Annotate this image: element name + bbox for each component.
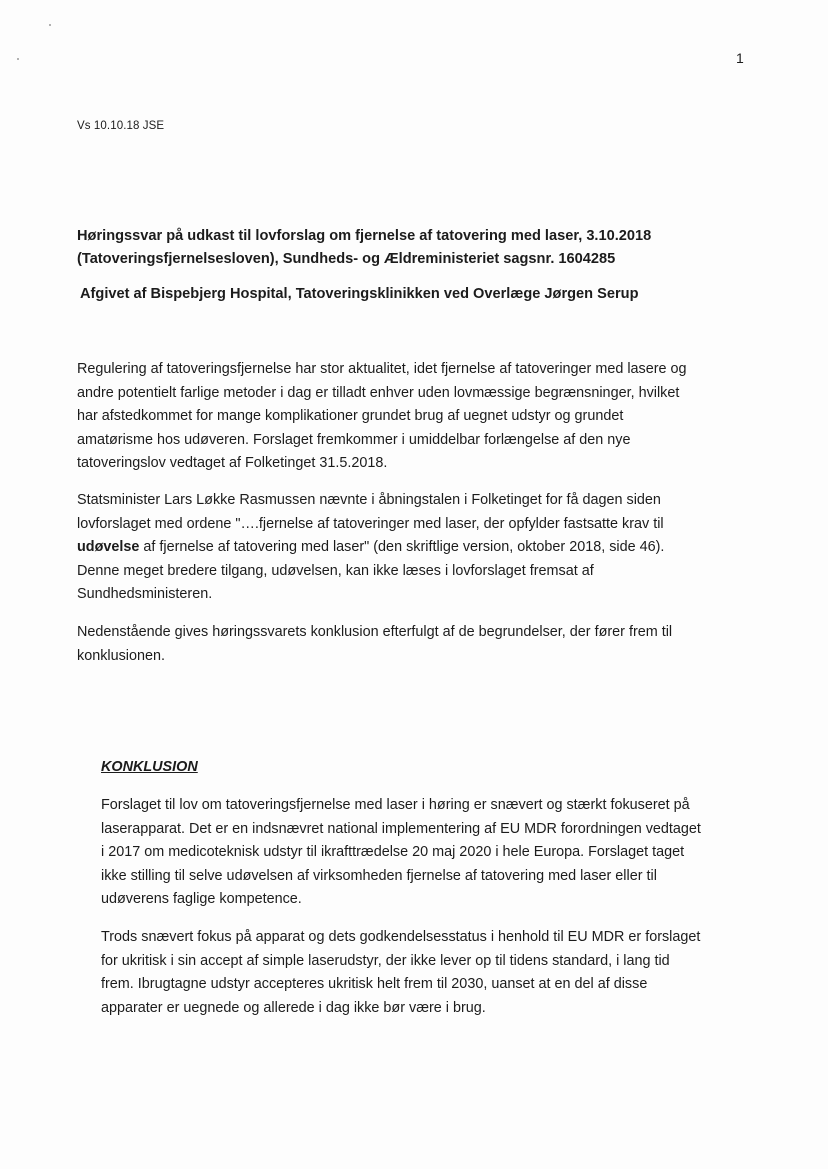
paragraph-line: Regulering af tatoveringsfjernelse har stor aktualitet, idet fjernelse af tatoveringer med lasere og xyxy=(77,361,687,377)
paragraph-line: andre potentielt farlige metoder i dag er tilladt enhver uden lovmæssige begrænsninger, hvilket xyxy=(77,384,680,401)
emphasis-text: udøvelse xyxy=(77,539,140,555)
document-subtitle: Afgivet af Bispebjerg Hospital, Tatoveringsklinikken ved Overlæge Jørgen Serup xyxy=(80,286,639,302)
document-reference: Vs 10.10.18 JSE xyxy=(77,120,165,132)
paragraph-line: Denne meget bredere tilgang, udøvelsen, kan ikke læses i lovforslaget fremsat af xyxy=(77,562,594,579)
conclusion-paragraph xyxy=(101,926,771,1020)
paragraph-line: amatørisme hos udøveren. Forslaget fremkommer i umiddelbar forlængelse af den nye xyxy=(77,431,631,448)
document-title xyxy=(77,225,757,271)
paragraph-line: lovforslaget med ordene "….fjernelse af tatoveringer med laser, der opfylder fastsatte krav til xyxy=(77,515,664,532)
paragraph-line: tatoveringslov vedtaget af Folketinget 31.5.2018. xyxy=(77,455,388,471)
title-line: Høringssvar på udkast til lovforslag om fjernelse af tatovering med laser, 3.10.2018 xyxy=(77,228,652,244)
paragraph-line: ikke stilling til selve udøvelsen af virksomheden fjernelse af tatovering med laser eller til xyxy=(101,867,657,884)
paragraph-line: laserapparat. Det er en indsnævret national implementering af EU MDR forordningen vedtaget xyxy=(101,820,701,837)
paragraph-line: Nedenstående gives høringssvarets konklusion efterfulgt af de begrundelser, der fører frem til xyxy=(77,624,673,640)
paragraph-line: for ukritisk i sin accept af simple laserudstyr, der ikke lever op til tidens standard, i lang tid xyxy=(101,952,670,969)
paragraph-prime-minister xyxy=(77,489,747,607)
paragraph-line: apparater er uegnede og allerede i dag ikke bør være i brug. xyxy=(101,999,486,1016)
title-line: (Tatoveringsfjernelsesloven), Sundheds- og Ældreministeriet sagsnr. 1604285 xyxy=(77,251,616,267)
paragraph-line: Forslaget til lov om tatoveringsfjernelse med laser i høring er snævert og stærkt fokuseret på xyxy=(101,797,690,813)
paragraph-line xyxy=(77,536,747,560)
scan-speck xyxy=(49,24,51,26)
paragraph-line: Trods snævert fokus på apparat og dets godkendelsesstatus i henhold til EU MDR er forslaget xyxy=(101,929,701,945)
paragraph-line: udøverens faglige kompetence. xyxy=(101,891,302,907)
paragraph-intro xyxy=(77,358,747,476)
conclusion-paragraph xyxy=(101,794,771,912)
paragraph-line: konklusionen. xyxy=(77,647,166,664)
paragraph-line: har afstedkommet for mange komplikationer grundet brug af uegnet udstyr og grundet xyxy=(77,408,624,424)
paragraph-line: frem. Ibrugtagne udstyr accepteres ukritisk helt frem til 2030, uanset at en del af disse xyxy=(101,976,648,992)
page-number: 1 xyxy=(736,50,744,66)
paragraph-line: i 2017 om medicoteknisk udstyr til ikrafttrædelse 20 maj 2020 i hele Europa. Forslaget taget xyxy=(101,844,685,860)
paragraph-line: Sundhedsministeren. xyxy=(77,586,213,602)
conclusion-heading: KONKLUSION xyxy=(101,759,198,775)
paragraph-line: Statsminister Lars Løkke Rasmussen nævnte i åbningstalen i Folketinget for få dagen siden xyxy=(77,492,661,508)
paragraph-line-rest: af fjernelse af tatovering med laser" (den skriftlige version, oktober 2018, side 46). xyxy=(139,539,665,555)
paragraph-overview xyxy=(77,621,747,668)
scan-speck xyxy=(17,58,19,60)
